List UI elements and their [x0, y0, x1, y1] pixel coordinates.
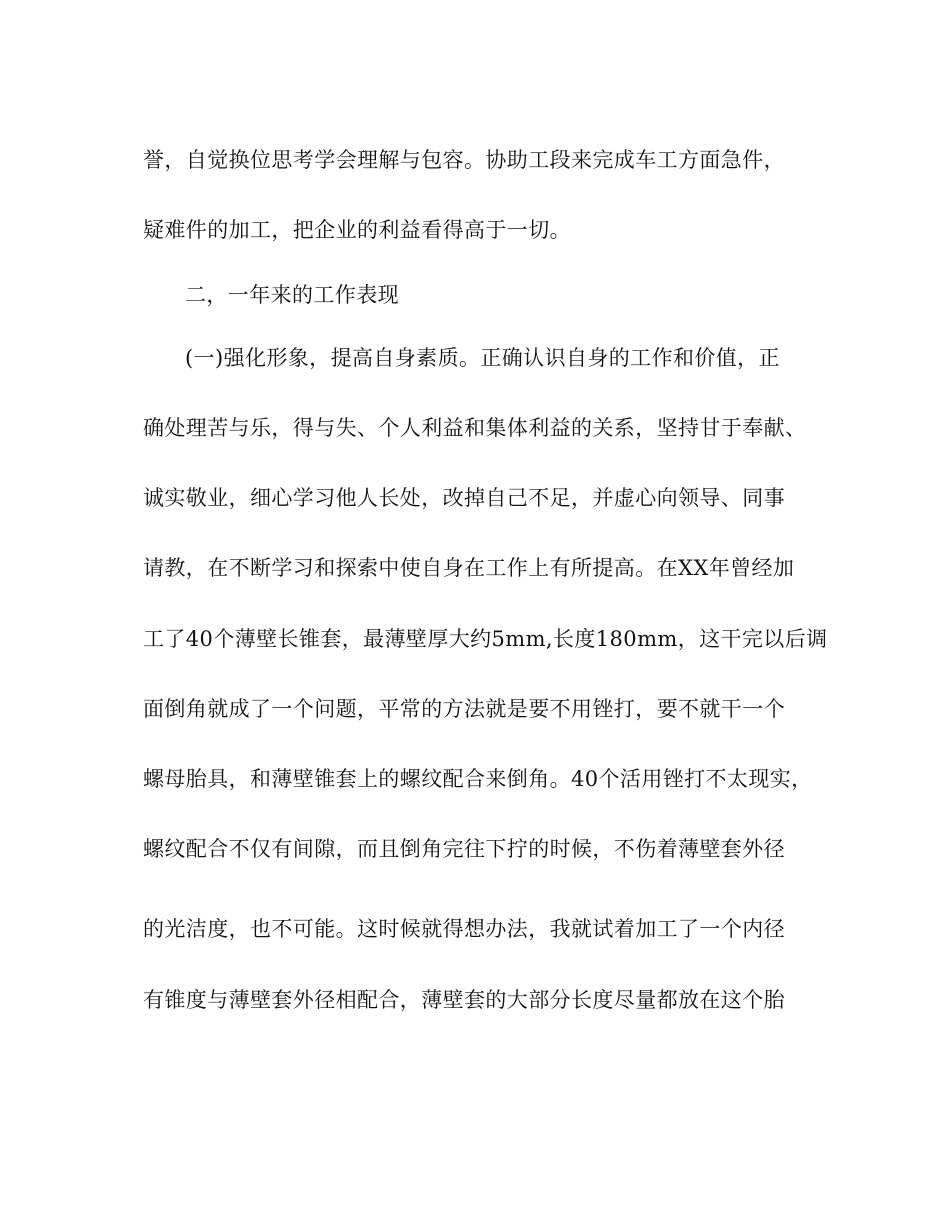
- text-line-8: 工了40个薄壁长锥套，最薄壁厚大约5mm,长度180mm，这干完以后调: [143, 627, 828, 651]
- subsection-heading-line: (一)强化形象，提高自身素质。正确认识自身的工作和价值，正: [185, 346, 780, 370]
- text-line-12: 的光洁度，也不可能。这时候就得想办法，我就试着加工了一个内径: [143, 917, 785, 941]
- text-line-10: 螺母胎具，和薄壁锥套上的螺纹配合来倒角。40个活用锉打不太现实，: [143, 767, 813, 791]
- section-heading: 二，一年来的工作表现: [185, 283, 399, 307]
- text-line-1: 誉，自觉换位思考学会理解与包容。协助工段来完成车工方面急件，: [143, 148, 785, 172]
- text-line-13: 有锥度与薄壁套外径相配合，薄壁套的大部分长度尽量都放在这个胎: [143, 988, 785, 1012]
- text-line-2: 疑难件的加工，把企业的利益看得高于一切。: [143, 218, 571, 242]
- text-line-7: 请教，在不断学习和探索中使自身在工作上有所提高。在XX年曾经加: [143, 556, 795, 580]
- text-line-5: 确处理苦与乐，得与失、个人利益和集体利益的关系，坚持甘于奉献、: [143, 416, 807, 440]
- text-line-6: 诚实敬业，细心学习他人长处，改掉自己不足，并虚心向领导、同事: [143, 486, 785, 510]
- text-line-9: 面倒角就成了一个问题，平常的方法就是要不用锉打，要不就干一个: [143, 697, 785, 721]
- text-line-11: 螺纹配合不仅有间隙，而且倒角完往下拧的时候，不伤着薄壁套外径: [143, 837, 785, 861]
